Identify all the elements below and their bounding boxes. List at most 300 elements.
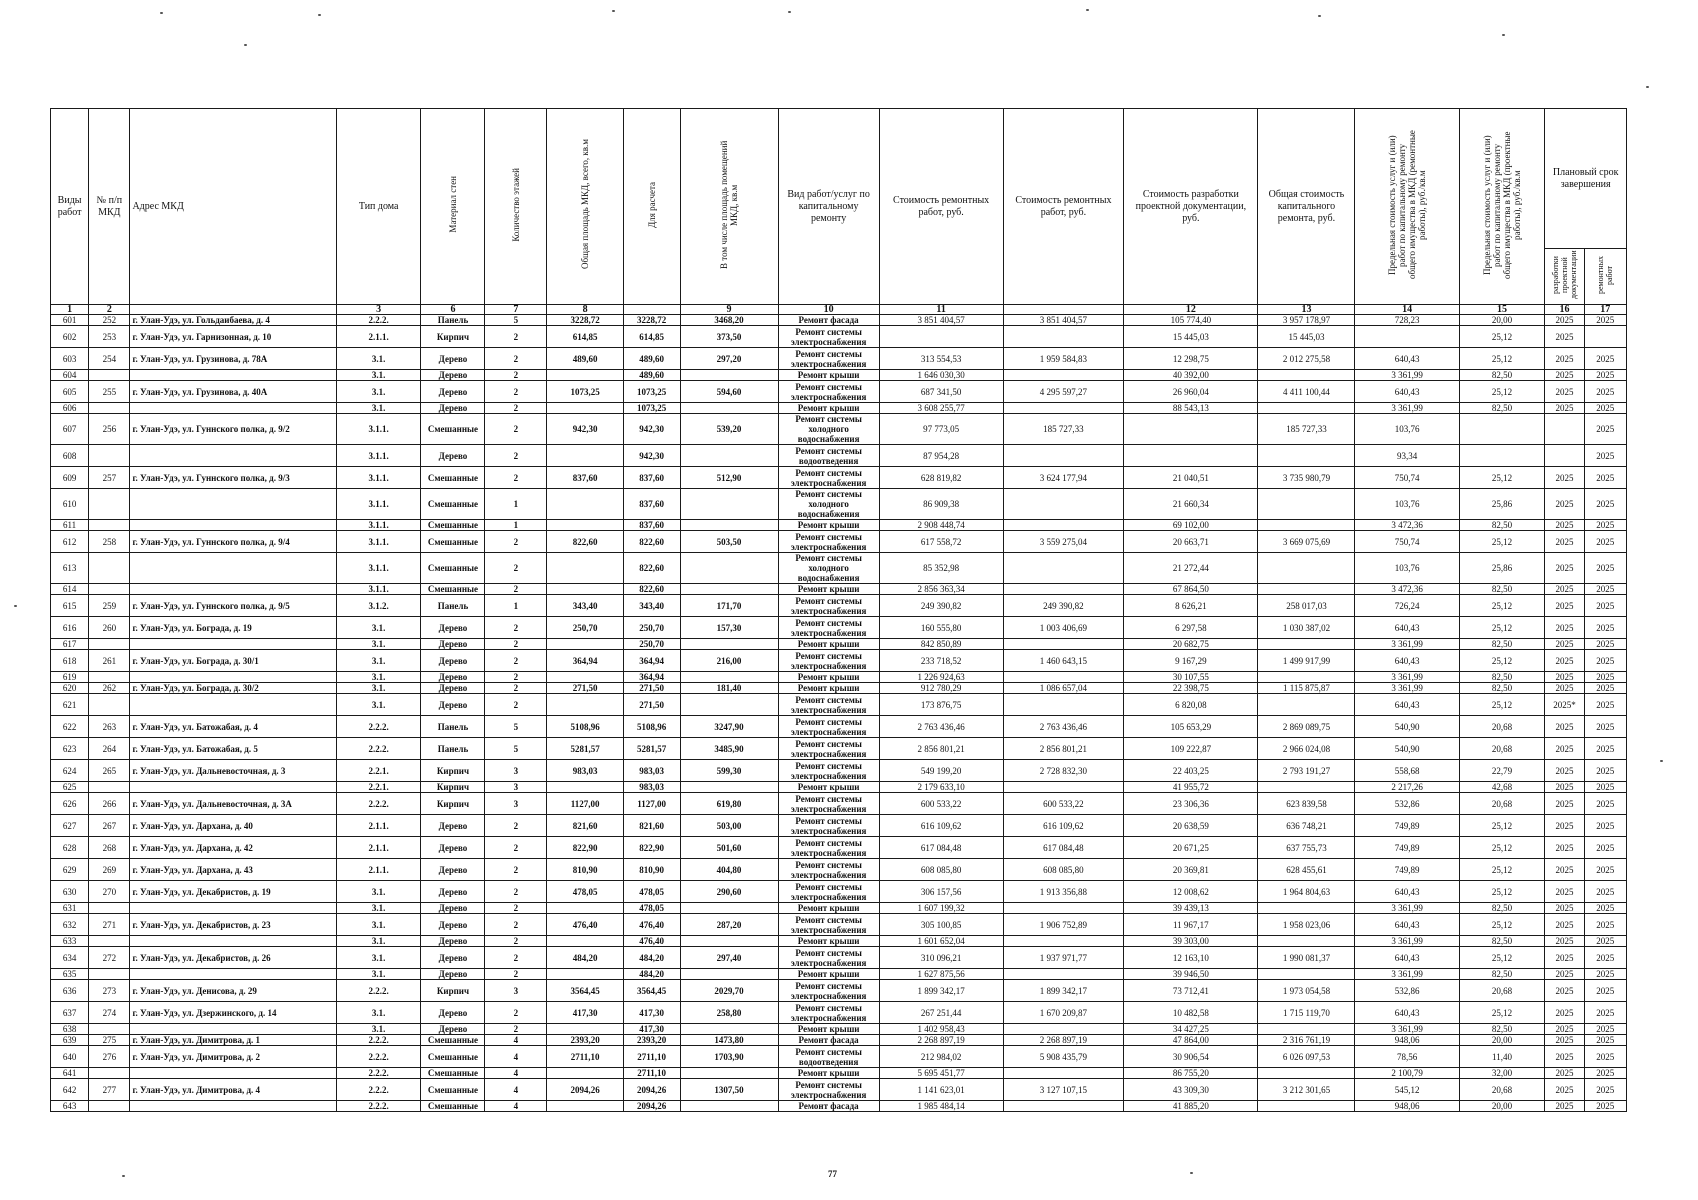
cell-address: г. Улан-Удэ, ул. Батожабая, д. 5 — [130, 738, 336, 760]
cell-house-type: 3.1. — [336, 348, 421, 370]
cell-term-repair: 2025 — [1584, 760, 1626, 782]
cell-term-design: 2025 — [1545, 467, 1584, 489]
cell-term-repair: 2025 — [1584, 936, 1626, 947]
cell-floors: 5 — [485, 315, 547, 326]
cell-repair-cost-2: 185 727,33 — [1003, 414, 1124, 445]
cell-calc-area: 417,30 — [623, 1002, 680, 1024]
cell-repair-cost-2: 1 937 971,77 — [1003, 947, 1124, 969]
cell-premises-area: 1307,50 — [680, 1079, 778, 1101]
table-row — [51, 1024, 1627, 1035]
cell-unit-cost-repair: 750,74 — [1355, 531, 1459, 553]
cell-floors: 5 — [485, 716, 547, 738]
cell-wall-material: Дерево — [421, 815, 485, 837]
cell-row-number: 617 — [51, 639, 89, 650]
cell-repair-cost-2: 608 085,80 — [1003, 859, 1124, 881]
cell-design-cost: 86 755,20 — [1124, 1068, 1258, 1079]
cell-address — [130, 403, 336, 414]
cell-service-type: Ремонт крыши — [778, 782, 879, 793]
cell-calc-area: 821,60 — [623, 815, 680, 837]
cell-calc-area: 2711,10 — [623, 1046, 680, 1068]
cell-design-cost: 69 102,00 — [1124, 520, 1258, 531]
cell-floors: 2 — [485, 936, 547, 947]
header-calc-area: Для расчета — [623, 109, 680, 305]
cell-floors: 2 — [485, 881, 547, 903]
cell-service-type: Ремонт крыши — [778, 520, 879, 531]
header-unit-cost-design: Предельная стоимость услуг и (или) работ по капитальному ремонту общего имущества в МКД (проектные работы), руб./кв.м — [1459, 109, 1545, 305]
table-row — [51, 381, 1627, 403]
cell-service-type: Ремонт системы электроснабжения — [778, 980, 879, 1002]
cell-unit-cost-repair: 749,89 — [1355, 837, 1459, 859]
cell-total-cost — [1258, 553, 1355, 584]
header-address: Адрес МКД — [130, 109, 336, 305]
cell-total-cost: 1 030 387,02 — [1258, 617, 1355, 639]
cell-repair-cost-1: 2 856 363,34 — [879, 584, 1003, 595]
cell-term-design: 2025 — [1545, 716, 1584, 738]
cell-address: г. Улан-Удэ, ул. Гарнизонная, д. 10 — [130, 326, 336, 348]
cell-address — [130, 639, 336, 650]
cell-repair-cost-2 — [1003, 584, 1124, 595]
cell-unit-cost-design: 22,79 — [1459, 760, 1545, 782]
cell-term-repair: 2025 — [1584, 881, 1626, 903]
cell-unit-cost-repair: 3 361,99 — [1355, 639, 1459, 650]
cell-floors: 2 — [485, 947, 547, 969]
cell-wall-material: Смешанные — [421, 531, 485, 553]
cell-repair-cost-2: 2 268 897,19 — [1003, 1035, 1124, 1046]
cell-total-cost — [1258, 639, 1355, 650]
table-row — [51, 903, 1627, 914]
table-row — [51, 914, 1627, 936]
column-number: 6 — [421, 305, 485, 315]
cell-term-repair: 2025 — [1584, 584, 1626, 595]
cell-total-area: 983,03 — [547, 760, 623, 782]
cell-mkd-number: 260 — [89, 617, 130, 639]
cell-wall-material: Дерево — [421, 639, 485, 650]
cell-address: г. Улан-Удэ, ул. Гуннского полка, д. 9/5 — [130, 595, 336, 617]
cell-term-repair: 2025 — [1584, 381, 1626, 403]
cell-calc-area: 822,90 — [623, 837, 680, 859]
cell-floors: 2 — [485, 617, 547, 639]
cell-term-design: 2025 — [1545, 738, 1584, 760]
cell-term-design: 2025 — [1545, 1035, 1584, 1046]
cell-term-design: 2025 — [1545, 370, 1584, 381]
cell-repair-cost-1: 160 555,80 — [879, 617, 1003, 639]
cell-floors: 2 — [485, 381, 547, 403]
cell-house-type: 3.1. — [336, 683, 421, 694]
cell-term-design: 2025 — [1545, 1002, 1584, 1024]
column-number: 13 — [1258, 305, 1355, 315]
table-row — [51, 672, 1627, 683]
cell-total-cost — [1258, 584, 1355, 595]
cell-floors: 4 — [485, 1101, 547, 1112]
cell-total-area: 484,20 — [547, 947, 623, 969]
cell-term-design: 2025 — [1545, 837, 1584, 859]
table-row — [51, 531, 1627, 553]
header-term-design: разработки проектной документации — [1545, 249, 1584, 305]
cell-unit-cost-repair: 726,24 — [1355, 595, 1459, 617]
cell-mkd-number — [89, 903, 130, 914]
cell-mkd-number — [89, 1068, 130, 1079]
cell-premises-area: 3468,20 — [680, 315, 778, 326]
cell-total-area: 2711,10 — [547, 1046, 623, 1068]
cell-term-design: 2025 — [1545, 760, 1584, 782]
cell-design-cost — [1124, 414, 1258, 445]
cell-unit-cost-design: 11,40 — [1459, 1046, 1545, 1068]
cell-repair-cost-2: 1 906 752,89 — [1003, 914, 1124, 936]
cell-design-cost: 105 774,40 — [1124, 315, 1258, 326]
cell-premises-area: 1703,90 — [680, 1046, 778, 1068]
cell-premises-area — [680, 1024, 778, 1035]
cell-house-type: 3.1.1. — [336, 520, 421, 531]
cell-unit-cost-design: 20,68 — [1459, 716, 1545, 738]
cell-address — [130, 520, 336, 531]
cell-unit-cost-repair — [1355, 326, 1459, 348]
cell-premises-area: 181,40 — [680, 683, 778, 694]
cell-unit-cost-repair: 103,76 — [1355, 553, 1459, 584]
cell-house-type: 2.2.2. — [336, 980, 421, 1002]
cell-wall-material: Кирпич — [421, 326, 485, 348]
cell-total-cost: 3 212 301,65 — [1258, 1079, 1355, 1101]
table-row — [51, 936, 1627, 947]
cell-service-type: Ремонт крыши — [778, 903, 879, 914]
cell-design-cost: 11 967,17 — [1124, 914, 1258, 936]
cell-unit-cost-repair: 3 361,99 — [1355, 683, 1459, 694]
cell-total-cost — [1258, 1068, 1355, 1079]
cell-premises-area — [680, 584, 778, 595]
cell-wall-material: Дерево — [421, 370, 485, 381]
table-row — [51, 947, 1627, 969]
cell-row-number: 614 — [51, 584, 89, 595]
column-number: 7 — [485, 305, 547, 315]
cell-term-repair: 2025 — [1584, 859, 1626, 881]
cell-total-cost: 623 839,58 — [1258, 793, 1355, 815]
cell-row-number: 627 — [51, 815, 89, 837]
cell-term-design: 2025 — [1545, 1079, 1584, 1101]
cell-calc-area: 364,94 — [623, 650, 680, 672]
cell-wall-material: Дерево — [421, 683, 485, 694]
cell-service-type: Ремонт системы водоотведения — [778, 445, 879, 467]
cell-row-number: 625 — [51, 782, 89, 793]
cell-row-number: 633 — [51, 936, 89, 947]
header-mkd-no: № п/п МКД — [89, 109, 130, 305]
cell-premises-area: 297,20 — [680, 348, 778, 370]
cell-unit-cost-repair: 948,06 — [1355, 1101, 1459, 1112]
cell-service-type: Ремонт системы электроснабжения — [778, 738, 879, 760]
table-row — [51, 348, 1627, 370]
table-row — [51, 414, 1627, 445]
cell-calc-area: 476,40 — [623, 936, 680, 947]
cell-total-cost: 258 017,03 — [1258, 595, 1355, 617]
cell-total-cost — [1258, 694, 1355, 716]
cell-mkd-number — [89, 782, 130, 793]
scan-speck — [1190, 1172, 1193, 1174]
cell-mkd-number: 257 — [89, 467, 130, 489]
cell-calc-area: 489,60 — [623, 348, 680, 370]
cell-mkd-number — [89, 969, 130, 980]
cell-address — [130, 489, 336, 520]
column-number: 1 — [51, 305, 89, 315]
header-wall-material: Материал стен — [421, 109, 485, 305]
cell-mkd-number: 276 — [89, 1046, 130, 1068]
cell-service-type: Ремонт крыши — [778, 584, 879, 595]
cell-mkd-number: 270 — [89, 881, 130, 903]
cell-premises-area — [680, 639, 778, 650]
cell-total-area: 250,70 — [547, 617, 623, 639]
cell-wall-material: Дерево — [421, 445, 485, 467]
cell-unit-cost-design: 82,50 — [1459, 903, 1545, 914]
cell-mkd-number: 272 — [89, 947, 130, 969]
cell-service-type: Ремонт системы электроснабжения — [778, 1002, 879, 1024]
cell-total-cost — [1258, 520, 1355, 531]
cell-term-repair: 2025 — [1584, 782, 1626, 793]
cell-floors: 2 — [485, 683, 547, 694]
cell-row-number: 638 — [51, 1024, 89, 1035]
cell-service-type: Ремонт системы электроснабжения — [778, 1079, 879, 1101]
cell-term-design: 2025 — [1545, 1046, 1584, 1068]
cell-unit-cost-design: 25,12 — [1459, 467, 1545, 489]
cell-unit-cost-design: 82,50 — [1459, 936, 1545, 947]
cell-repair-cost-1: 1 601 652,04 — [879, 936, 1003, 947]
cell-house-type: 3.1.2. — [336, 595, 421, 617]
cell-house-type: 2.1.1. — [336, 815, 421, 837]
cell-house-type: 3.1. — [336, 381, 421, 403]
capital-repair-table — [50, 108, 1627, 1112]
cell-row-number: 609 — [51, 467, 89, 489]
header-work-type: Виды работ — [51, 109, 89, 305]
cell-calc-area: 417,30 — [623, 1024, 680, 1035]
table-row — [51, 738, 1627, 760]
cell-design-cost: 20 663,71 — [1124, 531, 1258, 553]
cell-term-design: 2025 — [1545, 1101, 1584, 1112]
cell-mkd-number — [89, 672, 130, 683]
cell-wall-material: Дерево — [421, 650, 485, 672]
cell-repair-cost-1: 267 251,44 — [879, 1002, 1003, 1024]
cell-service-type: Ремонт системы электроснабжения — [778, 694, 879, 716]
cell-house-type: 3.1. — [336, 370, 421, 381]
cell-total-cost: 2 793 191,27 — [1258, 760, 1355, 782]
cell-row-number: 643 — [51, 1101, 89, 1112]
cell-design-cost: 12 163,10 — [1124, 947, 1258, 969]
cell-wall-material: Смешанные — [421, 1101, 485, 1112]
cell-house-type: 3.1. — [336, 672, 421, 683]
cell-service-type: Ремонт системы электроснабжения — [778, 595, 879, 617]
table-row — [51, 881, 1627, 903]
cell-unit-cost-design: 82,50 — [1459, 969, 1545, 980]
cell-wall-material: Дерево — [421, 837, 485, 859]
cell-repair-cost-2 — [1003, 782, 1124, 793]
cell-calc-area: 2393,20 — [623, 1035, 680, 1046]
cell-wall-material: Дерево — [421, 969, 485, 980]
cell-unit-cost-design: 25,12 — [1459, 914, 1545, 936]
cell-house-type: 3.1. — [336, 969, 421, 980]
cell-floors: 1 — [485, 595, 547, 617]
cell-term-repair: 2025 — [1584, 716, 1626, 738]
cell-premises-area: 3247,90 — [680, 716, 778, 738]
cell-row-number: 615 — [51, 595, 89, 617]
cell-calc-area: 484,20 — [623, 947, 680, 969]
cell-total-cost — [1258, 903, 1355, 914]
cell-total-area: 614,85 — [547, 326, 623, 348]
cell-total-area: 364,94 — [547, 650, 623, 672]
cell-repair-cost-1: 97 773,05 — [879, 414, 1003, 445]
table-row — [51, 489, 1627, 520]
cell-floors: 2 — [485, 969, 547, 980]
cell-term-design: 2025 — [1545, 793, 1584, 815]
cell-design-cost: 39 946,50 — [1124, 969, 1258, 980]
cell-unit-cost-design: 25,12 — [1459, 694, 1545, 716]
table-row — [51, 467, 1627, 489]
cell-house-type: 2.2.2. — [336, 793, 421, 815]
cell-total-cost: 1 964 804,63 — [1258, 881, 1355, 903]
cell-premises-area: 1473,80 — [680, 1035, 778, 1046]
cell-floors: 4 — [485, 1035, 547, 1046]
cell-wall-material: Дерево — [421, 859, 485, 881]
cell-service-type: Ремонт системы электроснабжения — [778, 837, 879, 859]
cell-design-cost: 6 820,08 — [1124, 694, 1258, 716]
cell-wall-material: Смешанные — [421, 1068, 485, 1079]
header-total-area: Общая площадь МКД, всего, кв.м — [547, 109, 623, 305]
cell-repair-cost-2: 617 084,48 — [1003, 837, 1124, 859]
cell-premises-area — [680, 370, 778, 381]
table-row — [51, 683, 1627, 694]
cell-total-area — [547, 370, 623, 381]
header-term-repair: ремонтных работ — [1584, 249, 1626, 305]
cell-premises-area: 290,60 — [680, 881, 778, 903]
cell-repair-cost-2 — [1003, 1024, 1124, 1035]
cell-term-design: 2025 — [1545, 980, 1584, 1002]
cell-calc-area: 942,30 — [623, 445, 680, 467]
cell-address — [130, 553, 336, 584]
cell-calc-area: 822,60 — [623, 584, 680, 595]
cell-mkd-number: 263 — [89, 716, 130, 738]
cell-floors: 4 — [485, 1079, 547, 1101]
cell-calc-area: 837,60 — [623, 467, 680, 489]
cell-design-cost: 40 392,00 — [1124, 370, 1258, 381]
cell-total-cost: 1 990 081,37 — [1258, 947, 1355, 969]
cell-term-repair: 2025 — [1584, 1035, 1626, 1046]
cell-term-repair: 2025 — [1584, 553, 1626, 584]
cell-term-repair: 2025 — [1584, 1046, 1626, 1068]
cell-address: г. Улан-Удэ, ул. Денисова, д. 29 — [130, 980, 336, 1002]
scan-speck — [160, 12, 163, 14]
cell-repair-cost-1: 3 608 255,77 — [879, 403, 1003, 414]
cell-calc-area: 1127,00 — [623, 793, 680, 815]
cell-term-repair: 2025 — [1584, 531, 1626, 553]
cell-design-cost: 8 626,21 — [1124, 595, 1258, 617]
cell-mkd-number: 273 — [89, 980, 130, 1002]
cell-service-type: Ремонт фасада — [778, 315, 879, 326]
cell-address — [130, 445, 336, 467]
cell-service-type: Ремонт системы электроснабжения — [778, 947, 879, 969]
cell-unit-cost-repair: 532,86 — [1355, 980, 1459, 1002]
cell-term-repair: 2025 — [1584, 837, 1626, 859]
cell-total-area: 271,50 — [547, 683, 623, 694]
cell-address — [130, 903, 336, 914]
cell-mkd-number — [89, 1024, 130, 1035]
cell-calc-area: 822,60 — [623, 531, 680, 553]
cell-total-cost: 628 455,61 — [1258, 859, 1355, 881]
cell-calc-area: 810,90 — [623, 859, 680, 881]
cell-mkd-number: 256 — [89, 414, 130, 445]
cell-mkd-number — [89, 553, 130, 584]
cell-floors: 2 — [485, 403, 547, 414]
cell-wall-material: Смешанные — [421, 1079, 485, 1101]
cell-mkd-number: 265 — [89, 760, 130, 782]
cell-repair-cost-1 — [879, 326, 1003, 348]
header-repair-cost-2: Стоимость ремонтных работ, руб. — [1003, 109, 1124, 305]
cell-total-area: 5108,96 — [547, 716, 623, 738]
cell-service-type: Ремонт крыши — [778, 969, 879, 980]
cell-repair-cost-1: 617 558,72 — [879, 531, 1003, 553]
cell-calc-area: 5281,57 — [623, 738, 680, 760]
cell-repair-cost-2 — [1003, 1101, 1124, 1112]
cell-term-design: 2025 — [1545, 584, 1584, 595]
cell-total-cost — [1258, 370, 1355, 381]
cell-floors: 3 — [485, 782, 547, 793]
cell-house-type: 2.2.2. — [336, 1046, 421, 1068]
cell-house-type: 3.1.1. — [336, 467, 421, 489]
cell-service-type: Ремонт крыши — [778, 370, 879, 381]
scan-speck — [1660, 760, 1663, 762]
cell-repair-cost-2 — [1003, 370, 1124, 381]
cell-repair-cost-2 — [1003, 445, 1124, 467]
cell-premises-area: 373,50 — [680, 326, 778, 348]
cell-total-area: 2393,20 — [547, 1035, 623, 1046]
cell-floors: 2 — [485, 467, 547, 489]
cell-term-repair: 2025 — [1584, 1024, 1626, 1035]
cell-mkd-number — [89, 694, 130, 716]
cell-total-cost: 636 748,21 — [1258, 815, 1355, 837]
table-row — [51, 837, 1627, 859]
cell-unit-cost-repair: 532,86 — [1355, 793, 1459, 815]
cell-total-area: 2094,26 — [547, 1079, 623, 1101]
cell-address — [130, 782, 336, 793]
cell-design-cost: 73 712,41 — [1124, 980, 1258, 1002]
cell-house-type: 3.1. — [336, 617, 421, 639]
cell-unit-cost-repair: 640,43 — [1355, 1002, 1459, 1024]
cell-address — [130, 1024, 336, 1035]
cell-row-number: 634 — [51, 947, 89, 969]
cell-unit-cost-repair: 728,23 — [1355, 315, 1459, 326]
cell-premises-area: 157,30 — [680, 617, 778, 639]
cell-term-repair: 2025 — [1584, 650, 1626, 672]
cell-floors: 1 — [485, 489, 547, 520]
cell-wall-material: Смешанные — [421, 489, 485, 520]
table-row — [51, 553, 1627, 584]
cell-term-repair: 2025 — [1584, 639, 1626, 650]
header-planned-term: Плановый срок завершения — [1545, 109, 1627, 249]
cell-repair-cost-1: 249 390,82 — [879, 595, 1003, 617]
cell-unit-cost-repair: 3 472,36 — [1355, 520, 1459, 531]
table-row — [51, 445, 1627, 467]
cell-term-repair: 2025 — [1584, 489, 1626, 520]
cell-total-cost: 6 026 097,53 — [1258, 1046, 1355, 1068]
cell-repair-cost-1: 306 157,56 — [879, 881, 1003, 903]
cell-premises-area: 503,50 — [680, 531, 778, 553]
cell-term-repair: 2025 — [1584, 903, 1626, 914]
cell-term-repair: 2025 — [1584, 467, 1626, 489]
cell-unit-cost-design: 25,12 — [1459, 595, 1545, 617]
cell-unit-cost-design: 25,12 — [1459, 859, 1545, 881]
cell-term-repair: 2025 — [1584, 1002, 1626, 1024]
cell-total-cost — [1258, 489, 1355, 520]
page-number: 77 — [828, 1169, 837, 1179]
cell-mkd-number: 254 — [89, 348, 130, 370]
cell-calc-area: 2094,26 — [623, 1079, 680, 1101]
cell-wall-material: Кирпич — [421, 760, 485, 782]
cell-total-area — [547, 1101, 623, 1112]
cell-term-repair: 2025 — [1584, 617, 1626, 639]
column-number — [130, 305, 336, 315]
